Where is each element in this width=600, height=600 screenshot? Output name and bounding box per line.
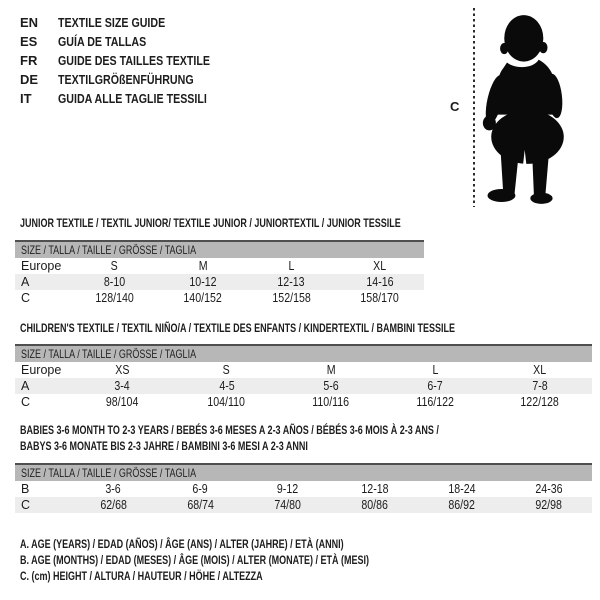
note-age-years: A. AGE (YEARS) / EDAD (AÑOS) / ÂGE (ANS) / ALTER (JAHRE) / ETÀ (ANNI)	[20, 537, 344, 551]
table-cell: 8-10	[103, 275, 125, 289]
table-cell: 62/68	[100, 498, 127, 512]
table-cell: 86/92	[448, 498, 475, 512]
table-cell: 104/110	[207, 395, 246, 409]
row-label: Europe	[21, 259, 62, 273]
note-age-months: B. AGE (MONTHS) / EDAD (MESES) / ÂGE (MOIS) / ALTER (MONATE) / ETÀ (MESI)	[20, 553, 369, 567]
language-list	[20, 13, 243, 108]
height-measure-label: C	[450, 99, 460, 114]
table-cell: M	[198, 259, 208, 273]
table-cell: M	[326, 363, 336, 377]
table-size-header: SIZE / TALLA / TAILLE / GRÖSSE / TAGLIA	[15, 240, 424, 258]
table-cell: 98/104	[105, 395, 139, 409]
table-cell: 116/122	[416, 395, 455, 409]
junior-section-heading: JUNIOR TEXTILE / TEXTIL JUNIOR/ TEXTILE JUNIOR / JUNIORTEXTIL / JUNIOR TESSILE	[20, 216, 401, 230]
row-label: C	[21, 498, 31, 512]
table-row-height	[15, 497, 592, 513]
language-row-es	[20, 32, 243, 51]
table-row-europe	[15, 258, 424, 274]
table-cell: 12-18	[360, 482, 389, 496]
table-size-header: SIZE / TALLA / TAILLE / GRÖSSE / TAGLIA	[15, 344, 592, 362]
table-cell: 6-9	[192, 482, 209, 496]
table-cell: 9-12	[276, 482, 299, 496]
language-title: GUÍA DE TALLAS	[58, 34, 147, 49]
language-title: TEXTILGRÖßENFÜHRUNG	[58, 72, 194, 87]
table-cell: 152/158	[272, 291, 311, 305]
table-cell: 5-6	[323, 379, 339, 393]
baby-silhouette-icon	[481, 6, 574, 212]
language-code: IT	[20, 91, 32, 106]
table-row-height	[15, 290, 424, 306]
table-cell: S	[110, 259, 118, 273]
row-label: A	[21, 379, 30, 393]
table-cell: S	[223, 363, 231, 377]
table-cell: 3-6	[105, 482, 122, 496]
table-cell: 68/74	[187, 498, 214, 512]
table-cell: 18-24	[447, 482, 476, 496]
row-label: C	[21, 291, 31, 305]
language-row-en	[20, 13, 243, 32]
table-row-europe	[15, 362, 592, 378]
children-size-table	[15, 344, 592, 410]
row-label: A	[21, 275, 30, 289]
table-cell: 128/140	[95, 291, 134, 305]
table-cell: 92/98	[535, 498, 562, 512]
language-code: DE	[20, 72, 39, 87]
table-cell: XL	[373, 259, 387, 273]
language-title: TEXTILE SIZE GUIDE	[58, 15, 166, 30]
table-cell: 6-7	[427, 379, 444, 393]
table-cell: XS	[115, 363, 130, 377]
language-row-de	[20, 70, 243, 89]
row-label: B	[21, 482, 30, 496]
table-row-age-years	[15, 274, 424, 290]
babies-size-table	[15, 463, 592, 513]
table-row-age-years	[15, 378, 592, 394]
table-cell: 158/170	[360, 291, 399, 305]
language-code: ES	[20, 34, 38, 49]
table-row-height	[15, 394, 592, 410]
note-height: C. (cm) HEIGHT / ALTURA / HAUTEUR / HÖHE / ALTEZZA	[20, 569, 263, 583]
language-title: GUIDE DES TAILLES TEXTILE	[58, 53, 211, 68]
table-cell: XL	[533, 363, 547, 377]
language-row-it	[20, 89, 243, 108]
table-cell: 80/86	[361, 498, 388, 512]
table-cell: 14-16	[366, 275, 394, 289]
junior-size-table	[15, 240, 424, 306]
table-cell: 74/80	[274, 498, 301, 512]
table-cell: 110/116	[312, 395, 350, 409]
table-cell: 7-8	[532, 379, 548, 393]
table-cell: 12-13	[277, 275, 305, 289]
table-size-header: SIZE / TALLA / TAILLE / GRÖSSE / TAGLIA	[15, 463, 592, 481]
row-label: Europe	[21, 363, 62, 377]
children-section-heading: CHILDREN'S TEXTILE / TEXTIL NIÑO/A / TEXTILE DES ENFANTS / KINDERTEXTIL / BAMBINI TESSILE	[20, 321, 456, 335]
table-row-age-months	[15, 481, 592, 497]
table-cell: 24-36	[534, 482, 563, 496]
table-cell: 4-5	[218, 379, 235, 393]
table-cell: 140/152	[183, 291, 222, 305]
table-cell: 3-4	[114, 379, 130, 393]
language-code: FR	[20, 53, 38, 68]
language-code: EN	[20, 15, 39, 30]
row-label: C	[21, 395, 31, 409]
table-cell: L	[288, 259, 295, 273]
table-cell: 122/128	[520, 395, 560, 409]
table-cell: 10-12	[189, 275, 217, 289]
babies-section-heading: BABIES 3-6 MONTH TO 2-3 YEARS / BEBÉS 3-6 MESES A 2-3 AÑOS / BÉBÉS 3-6 MOIS À 2-3 ANS / BABYS 3-6 MONATE BIS 2-3 JAHRE / BAMBINI 3-6 MESI A 2-3 ANNI	[20, 423, 439, 453]
language-row-fr	[20, 51, 243, 70]
table-cell: L	[432, 363, 439, 377]
language-title: GUIDA ALLE TAGLIE TESSILI	[58, 91, 207, 106]
legend-notes	[20, 536, 485, 584]
height-measure-dotted-line	[473, 8, 475, 207]
